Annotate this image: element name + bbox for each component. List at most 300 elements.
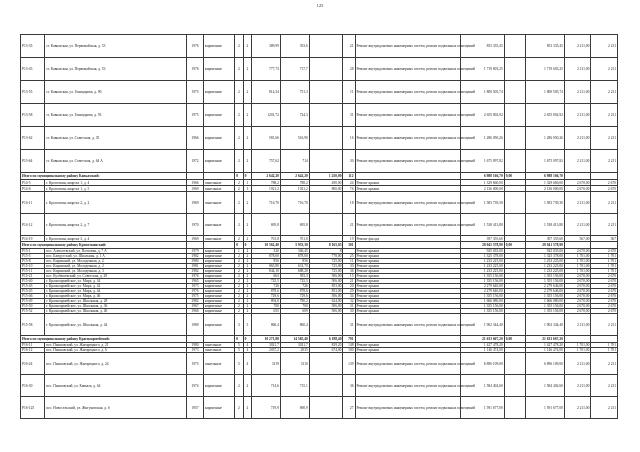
table-cell: 5 — [235, 348, 243, 353]
table-cell: 6 988 166,70 — [461, 173, 504, 180]
table-cell: 1 250,00 — [309, 173, 343, 180]
table-cell: 2037,2 — [252, 348, 281, 353]
table-cell: г. Красноармейское, ул. Мира, д. 44 — [45, 289, 187, 294]
table-cell: панельные — [203, 236, 234, 242]
table-cell: 2 670 — [591, 309, 618, 314]
table-cell: 1 355 156,00 — [461, 309, 504, 314]
table-cell: 719,9 — [252, 397, 281, 419]
table-cell — [564, 173, 590, 180]
table-cell: 2 670,00 — [564, 274, 590, 279]
table-cell: 714,6 — [252, 375, 281, 397]
table-cell: 878,6 — [252, 289, 281, 294]
table-body — [21, 35, 618, 419]
table-cell: 490,00 — [309, 180, 343, 186]
table-cell: 1970 — [187, 214, 204, 236]
table-cell: 1921,2 — [280, 186, 309, 192]
table-cell: 1 701 — [591, 259, 618, 264]
table-cell: 780,2 — [280, 299, 309, 304]
table-cell: 21 — [343, 214, 355, 236]
table-cell: 2 670 — [591, 186, 618, 192]
table-cell: Ремонт фасада — [355, 236, 461, 242]
table-cell: Р15-46 — [21, 294, 45, 299]
table-cell: панельные — [203, 214, 234, 236]
table-cell — [309, 353, 343, 375]
table-cell: 878,6 — [280, 289, 309, 294]
table-cell: 1982 — [187, 254, 204, 259]
table-cell: 21 633 667,20 — [461, 336, 504, 343]
table-cell: пос. Кулбашевский, ул. Советская, д. 29 — [45, 274, 187, 279]
table-cell — [187, 336, 204, 343]
table-cell: пос. Бжедугский, ул. Школьная, д. 1 А — [45, 254, 187, 259]
table-cell: 2 — [235, 58, 243, 81]
table-cell: 25 — [343, 254, 355, 259]
table-cell: 2 — [235, 397, 243, 419]
table-cell: кирпичные — [203, 309, 234, 314]
table-cell: кирпичные — [203, 397, 234, 419]
table-cell: 1966 — [187, 180, 204, 186]
table-cell: Р13-64 — [21, 150, 45, 173]
table-cell: 2 211,00 — [564, 127, 590, 150]
table-cell: 2 670,00 — [564, 284, 590, 289]
table-cell — [309, 35, 343, 58]
table-cell: 2 211,00 — [564, 150, 590, 173]
total-label: Итого по муниципальному району Красноармейский: — [21, 336, 187, 343]
table-cell: 865,89 — [252, 264, 281, 269]
table-cell: 1 701 — [591, 254, 618, 259]
table-cell: 778,00 — [309, 254, 343, 259]
table-cell: 0 — [243, 173, 251, 180]
table-cell: 2 — [243, 289, 251, 294]
table-cell: 1 701,00 — [564, 259, 590, 264]
table-cell: 1989 — [187, 314, 204, 336]
table-cell: 2 211 — [591, 150, 618, 173]
table-cell: 1 701 — [591, 343, 618, 348]
table-cell — [309, 397, 343, 419]
table-cell: 724,3 — [280, 104, 309, 127]
table-cell: 725,00 — [309, 269, 343, 274]
table-cell: 2 — [243, 254, 251, 259]
table-cell: Ремонт крыши — [355, 249, 461, 254]
table-cell: ст. Кавказская, ул. Гоницарова, д. 90 — [45, 81, 187, 104]
table-cell: 30 — [343, 150, 355, 173]
table-cell: Ремонт внутридомовых инженерных систем, ремонт подвальных помещений — [355, 353, 461, 375]
table-cell: 2 670 — [591, 304, 618, 309]
table-cell: Р15-8 — [21, 259, 45, 264]
table-cell: Р15-10 — [21, 264, 45, 269]
table-cell: 788,2 — [252, 180, 281, 186]
table-cell: 2 670 — [591, 279, 618, 284]
table-cell: 1 584 402,60 — [461, 375, 504, 397]
table-cell: 2 642,20 — [252, 173, 281, 180]
table-cell: 2 — [235, 236, 243, 242]
table-cell: 506,00 — [309, 294, 343, 299]
table-cell: Ремонт внутридомовых инженерных систем, ремонт подвальных помещений — [355, 214, 461, 236]
table-cell: 1 701,00 — [564, 343, 590, 348]
table-cell: 1 701,00 — [564, 269, 590, 274]
table-cell: пос. Пашковский, ул. Кавказа, д. 64 — [45, 375, 187, 397]
table-cell: 1 701,00 — [564, 348, 590, 353]
table-cell: 726 — [252, 284, 281, 289]
table-cell: 30 — [343, 309, 355, 314]
table-row — [21, 127, 618, 150]
table-cell: 2 211,00 — [564, 58, 590, 81]
table-row — [21, 192, 618, 214]
table-cell — [504, 214, 526, 236]
table-cell: Р16-125 — [21, 397, 45, 419]
table-cell: 2 642,20 — [280, 173, 309, 180]
table-cell: 0 — [243, 242, 251, 249]
table-cell: 4 — [243, 348, 251, 353]
table-cell: кирпичные — [203, 284, 234, 289]
table-cell: 506,00 — [309, 309, 343, 314]
table-cell: 10 271,80 — [252, 336, 281, 343]
table-cell: 1980 — [187, 343, 204, 348]
table-cell: 1 666 080,00 — [461, 299, 504, 304]
table-cell: 725,00 — [309, 259, 343, 264]
repair-program-table — [20, 34, 618, 419]
table-cell — [203, 242, 234, 249]
table-cell — [309, 150, 343, 173]
table-cell: Р15-43 — [21, 284, 45, 289]
table-cell — [309, 375, 343, 397]
table-cell: Р15-49 — [21, 299, 45, 304]
table-cell: пос. Киранский, ул. Молодежная, д. 3 — [45, 269, 187, 274]
table-cell: 925 035,00 — [461, 249, 504, 254]
table-cell: 28 041 578,90 — [526, 242, 565, 249]
table-cell: 2 279 646,00 — [461, 289, 504, 294]
table-cell: 5 933,30 — [280, 242, 309, 249]
table-cell: Р16-24 — [21, 353, 45, 375]
table-cell: 1 719 603,25 — [526, 58, 565, 81]
table-cell: 2 — [243, 236, 251, 242]
table-cell: 757,62 — [252, 150, 281, 173]
table-cell: кирпичные — [203, 81, 234, 104]
table-cell: 2 655 002,92 — [461, 104, 504, 127]
table-cell: панельные — [203, 343, 234, 348]
table-cell: 581,66 — [252, 127, 281, 150]
table-cell: 856 — [252, 259, 281, 264]
table-cell: 717,7 — [280, 58, 309, 81]
table-cell: 688,20 — [280, 269, 309, 274]
table-cell: 2 — [243, 294, 251, 299]
table-cell: 2 670,00 — [564, 289, 590, 294]
table-cell — [504, 58, 526, 81]
table-cell: кирпичные — [203, 294, 234, 299]
table-cell: Р15-58 — [21, 314, 45, 336]
table-cell: 1 902 344,40 — [526, 314, 565, 336]
table-cell: 2 — [235, 274, 243, 279]
table-row — [21, 35, 618, 58]
table-cell: 1201,72 — [252, 104, 281, 127]
table-cell: 2 — [243, 259, 251, 264]
table-cell: 1957 — [187, 397, 204, 419]
table-cell: 2 — [235, 180, 243, 186]
table-cell: Р13-58 — [21, 104, 45, 127]
table-cell: 0 — [243, 336, 251, 343]
table-cell: 2 — [243, 299, 251, 304]
table-cell: Р15-50 — [21, 304, 45, 309]
table-cell: панельные — [203, 186, 234, 192]
table-cell: 2035 — [280, 348, 309, 353]
table-cell: кирпичные — [203, 35, 234, 58]
table-cell: кирпичные — [203, 289, 234, 294]
table-cell: 1967 — [187, 304, 204, 309]
table-cell: 36 — [343, 375, 355, 397]
table-cell: 2 211,00 — [564, 81, 590, 104]
table-cell: 1 701,00 — [564, 254, 590, 259]
table-cell: 1975 — [187, 104, 204, 127]
table-cell — [355, 173, 461, 180]
table-cell: 100 — [343, 348, 355, 353]
table-cell: 2 — [235, 127, 243, 150]
table-cell: 1 355 156,00 — [526, 294, 565, 299]
table-cell: 0,00 — [504, 173, 526, 180]
table-cell: 2 670,00 — [564, 180, 590, 186]
table-cell: 567 — [591, 236, 618, 242]
table-cell: Р16-12 — [21, 348, 45, 353]
table-cell: 1979 — [187, 249, 204, 254]
table-cell: 1 355 156,00 — [526, 279, 565, 284]
table-cell: 0 — [235, 336, 243, 343]
table-cell: 1 — [243, 180, 251, 186]
table-cell: 714 — [280, 150, 309, 173]
table-row — [21, 81, 618, 104]
table-cell: 2 — [235, 150, 243, 173]
table-cell: 2 211,00 — [564, 104, 590, 127]
table-cell: 0 — [235, 242, 243, 249]
table-cell: 6 896 109,00 — [526, 353, 565, 375]
table-cell: 725,5 — [280, 279, 309, 284]
table-cell: Р14-5 — [21, 180, 45, 186]
table-cell: 1 800 505,74 — [461, 81, 504, 104]
table-cell: Р16-11 — [21, 343, 45, 348]
table-cell: 1 325 378,00 — [461, 254, 504, 259]
table-cell: 1 719 603,25 — [461, 58, 504, 81]
table-cell: 878,00 — [280, 254, 309, 259]
table-cell: 2 670,00 — [564, 279, 590, 284]
table-cell: панельные — [203, 192, 234, 214]
table-cell: Ремонт внутридомовых инженерных систем, ремонт подвальных помещений — [355, 192, 461, 214]
table-cell: 2 211,00 — [564, 214, 590, 236]
table-cell — [591, 173, 618, 180]
table-cell: 1 666 080,00 — [526, 299, 565, 304]
district-total-row — [21, 336, 618, 343]
table-cell: 2 — [235, 192, 243, 214]
table-cell: Ремонт внутридомовых инженерных систем, ремонт подвальных помещений — [355, 104, 461, 127]
table-cell: 301 — [343, 242, 355, 249]
table-cell: 2 211,00 — [564, 35, 590, 58]
table-cell: 20 — [343, 284, 355, 289]
table-cell: 878,00 — [252, 254, 281, 259]
table-cell: г. Красноармейское, ул. Мира, д. 46 — [45, 294, 187, 299]
table-cell: 3021,7 — [280, 343, 309, 348]
table-cell: 2 670 — [591, 289, 618, 294]
table-cell: 2 — [235, 269, 243, 274]
table-cell: Р13-43 — [21, 58, 45, 81]
table-cell: 2 670,00 — [564, 309, 590, 314]
table-cell: 1 701 — [591, 348, 618, 353]
table-cell: 700 — [280, 304, 309, 309]
table-cell: 2 — [243, 279, 251, 284]
table-cell: 1 — [235, 249, 243, 254]
table-cell: Ремонт крыши — [355, 304, 461, 309]
table-cell: 1 591 677,00 — [461, 397, 504, 419]
table-cell: г. Кропоткин, квартал 3, д. 4 — [45, 236, 187, 242]
table-cell: Ремонт внутридомовых инженерных систем, ремонт подвальных помещений — [355, 81, 461, 104]
table-cell: 1 329 660,00 — [461, 180, 504, 186]
table-cell: 1966 — [187, 127, 204, 150]
table-cell: 1 233 225,00 — [461, 264, 504, 269]
table-cell — [355, 242, 461, 249]
table-cell: кирпичные — [203, 127, 234, 150]
table-cell: 0,00 — [504, 336, 526, 343]
table-cell: г. Красноармейское, ул. Мира, д. 42 — [45, 284, 187, 289]
table-cell: 2 — [235, 81, 243, 104]
table-cell: пос. Алексеевский, ул. Почтовая, д. 7 А — [45, 249, 187, 254]
table-row — [21, 353, 618, 375]
table-cell — [203, 173, 234, 180]
table-cell: Ремонт крыши — [355, 289, 461, 294]
table-cell: Ремонт крыши — [355, 343, 461, 348]
table-cell: 2 — [243, 127, 251, 150]
table-cell: 1 146 474,00 — [461, 348, 504, 353]
table-cell: 34 — [343, 294, 355, 299]
table-row — [21, 314, 618, 336]
total-label: Итого по муниципальному району Кропоткинский: — [21, 242, 187, 249]
table-cell: 1 591 677,00 — [526, 397, 565, 419]
table-cell: 2 — [243, 214, 251, 236]
table-cell: 29 — [343, 289, 355, 294]
table-cell: кирпичные — [203, 150, 234, 173]
table-cell: 3 — [243, 314, 251, 336]
table-cell — [564, 336, 590, 343]
table-cell: 8 — [309, 249, 343, 254]
table-cell: 1976 — [187, 289, 204, 294]
table-cell: 1 286 050,26 — [526, 127, 565, 150]
table-cell: 1976 — [187, 274, 204, 279]
table-cell: 15 — [343, 274, 355, 279]
table-cell: Р15-40 — [21, 279, 45, 284]
table-cell: Ремонт крыши — [355, 348, 461, 353]
table-cell: 28 041 578,90 — [461, 242, 504, 249]
table-cell: 1 427 478,20 — [526, 343, 565, 348]
table-cell: 4 — [243, 353, 251, 375]
table-cell: 1973 — [187, 284, 204, 289]
table-cell: Ремонт внутридомовых инженерных систем, ремонт подвальных помещений — [355, 58, 461, 81]
table-cell: 2 670 — [591, 294, 618, 299]
table-cell: 1980 — [187, 259, 204, 264]
table-cell: Р15-11 — [21, 269, 45, 274]
table-cell: 1976 — [187, 58, 204, 81]
table-cell: 853 335,45 — [526, 35, 565, 58]
table-cell: 2 670 — [591, 249, 618, 254]
table-cell: 725,00 — [309, 264, 343, 269]
table-cell — [504, 192, 526, 214]
table-cell — [309, 58, 343, 81]
table-cell: 2 — [243, 375, 251, 397]
table-cell: 2 670 — [591, 180, 618, 186]
table-cell: ст. Кавказская, ул. Советская, д. 35 — [45, 127, 187, 150]
table-cell: 2 — [235, 309, 243, 314]
table-cell: 1 538 413,80 — [526, 214, 565, 236]
table-cell: 2 211 — [591, 375, 618, 397]
table-cell: 1 325 378,00 — [526, 254, 565, 259]
table-cell: 2 211 — [591, 127, 618, 150]
table-cell: 814,34 — [252, 81, 281, 104]
table-cell: Ремонт внутридомовых инженерных систем, ремонт подвальных помещений — [355, 127, 461, 150]
table-cell: 2 670,00 — [564, 304, 590, 309]
table-cell: Р13-35 — [21, 35, 45, 58]
table-cell: Ремонт крыши — [355, 180, 461, 186]
table-cell: 1 233 225,00 — [461, 259, 504, 264]
table-cell — [355, 336, 461, 343]
table-cell — [309, 104, 343, 127]
table-cell: 663 — [252, 274, 281, 279]
table-cell: 0 — [235, 173, 243, 180]
table-cell: 28 — [343, 58, 355, 81]
table-cell: 4 — [243, 343, 251, 348]
table-cell: 1 355 156,00 — [461, 274, 504, 279]
table-cell: 2 — [235, 254, 243, 259]
table-cell: г. Красноармейское, ул. Школьная, д. 28 — [45, 299, 187, 304]
table-cell: г. Кропоткин, квартал 2, д. 7 — [45, 214, 187, 236]
table-row — [21, 214, 618, 236]
table-cell: 751,3 — [280, 81, 309, 104]
table-cell: 2 211 — [591, 314, 618, 336]
table-cell: 1974 — [187, 375, 204, 397]
table-cell: 1 538 413,80 — [461, 214, 504, 236]
table-cell: кирпичные — [203, 304, 234, 309]
table-cell: 1 233 225,00 — [461, 269, 504, 274]
table-cell: Р15-52 — [21, 309, 45, 314]
table-cell: 10 562,40 — [252, 242, 281, 249]
table-cell: 853,00 — [309, 289, 343, 294]
table-cell: 3 — [243, 186, 251, 192]
table-cell: 0,00 — [504, 242, 526, 249]
table-cell — [504, 150, 526, 173]
table-cell: 788,2 — [280, 180, 309, 186]
table-cell: 2 — [243, 397, 251, 419]
table-cell: 839,20 — [309, 343, 343, 348]
table-cell: пос. Пашковский, ул. Жигарецкого, д. 24 — [45, 353, 187, 375]
table-cell: г. Красноармейское, ул. Школьная, д. 36 — [45, 304, 187, 309]
table-cell: 397 355,60 — [526, 236, 565, 242]
table-cell: 1 329 660,00 — [526, 180, 565, 186]
table-cell: кирпичные — [203, 299, 234, 304]
table-cell: 31 — [343, 304, 355, 309]
table-cell: 856 — [280, 259, 309, 264]
table-cell: Ремонт внутридомовых инженерных систем, ремонт подвальных помещений — [355, 397, 461, 419]
table-cell: 2 — [243, 269, 251, 274]
table-cell: 2 211 — [591, 81, 618, 104]
table-cell: 320 — [252, 249, 281, 254]
table-cell: 700 — [252, 304, 281, 309]
table-cell: 2 — [243, 35, 251, 58]
table-cell: кирпичные — [203, 264, 234, 269]
table-cell: 2 211 — [591, 35, 618, 58]
table-cell: 2 — [243, 264, 251, 269]
table-cell: 24 — [343, 180, 355, 186]
table-cell: 2 — [235, 375, 243, 397]
table-cell: Р15-5 — [21, 254, 45, 259]
table-cell: 2 — [235, 214, 243, 236]
table-cell: 3 — [235, 314, 243, 336]
table-cell: 2 — [235, 186, 243, 192]
table-cell — [504, 81, 526, 104]
table-cell: кирпичные — [203, 274, 234, 279]
table-cell: 2 211 — [591, 58, 618, 81]
table-cell: 16 — [343, 127, 355, 150]
